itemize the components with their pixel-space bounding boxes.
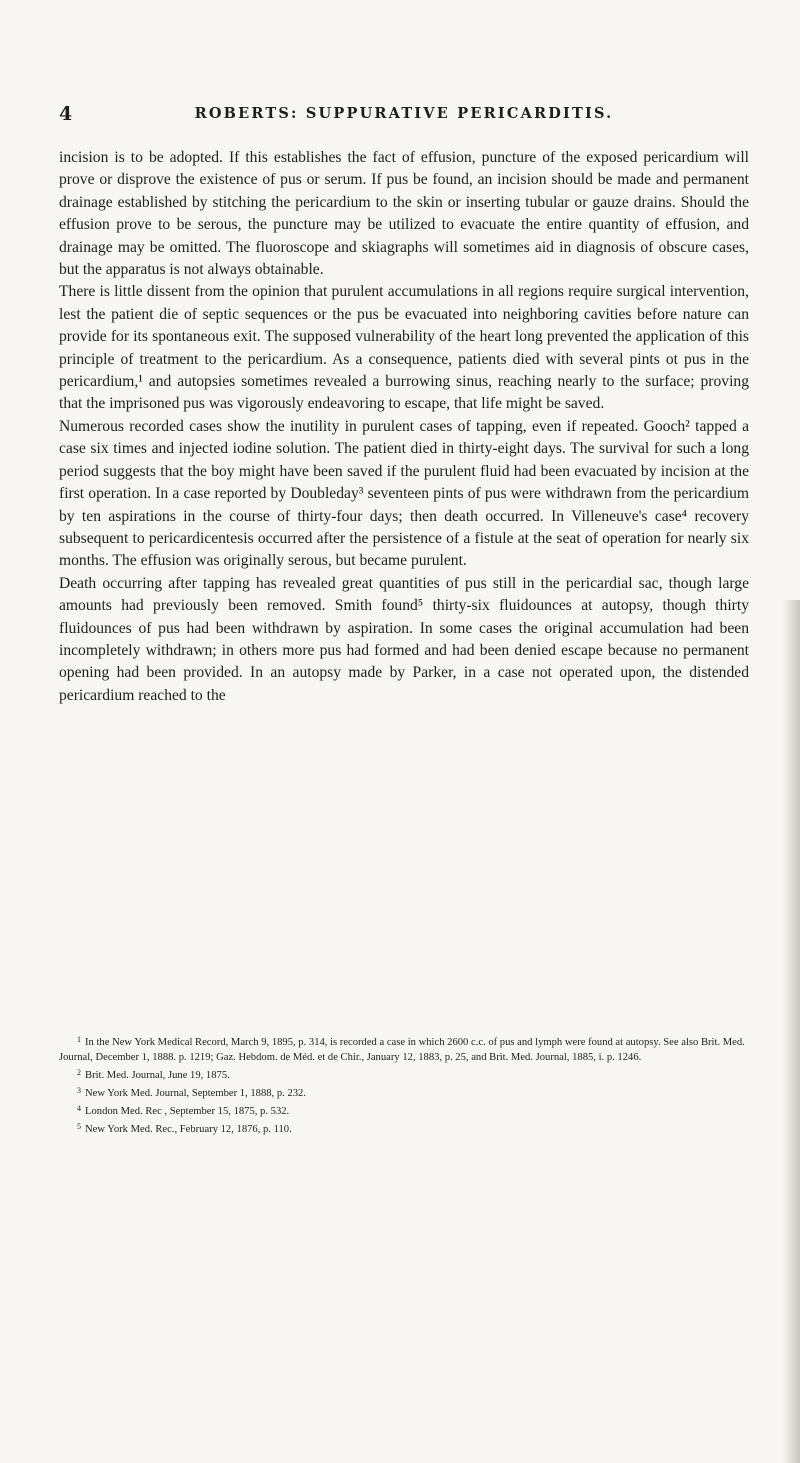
footnote-mark: 1 [77,1035,81,1044]
footnote-text: New York Med. Journal, September 1, 1888, p. 232. [85,1088,306,1099]
footnote-text: New York Med. Rec., February 12, 1876, p. 110. [85,1124,292,1135]
footnotes [59,1032,749,1137]
footnote-mark: 3 [77,1086,81,1095]
page-header [59,103,749,133]
footnote-2 [59,1065,749,1083]
paragraph-3: Numerous recorded cases show the inutility in purulent cases of tapping, even if repeated. Gooch² tapped a case six times and injected iodine solution. The patient died in thirty-eight days. The survival for such a long period suggests that the boy might have been saved if the purulent fluid had been evacuated by incision at the first operation. In a case reported by Doubleday³ seventeen pints of pus were withdrawn from the pericardium by ten aspirations in the course of thirty-four days; then death occurred. In Villeneuve's case⁴ recovery subsequent to pericardicentesis occurred after the persistence of a fistule at the seat of operation for nearly six months. The effusion was originally serous, but became purulent. [59,417,749,570]
footnote-4 [59,1101,749,1119]
body-text [59,147,749,707]
page-edge-shadow [782,600,800,1463]
footnote-text: Brit. Med. Journal, June 19, 1875. [85,1070,230,1081]
footnote-mark: 2 [77,1068,81,1077]
paragraph-4: Death occurring after tapping has revealed great quantities of pus still in the pericardial sac, though large amounts had previously been removed. Smith found⁵ thirty-six fluidounces at autopsy, though thirty fluidounces of pus had been withdrawn by aspiration. In some cases the original accumulation had been incompletely withdrawn; in others more pus had formed and had been denied escape because no permanent opening had been provided. In an autopsy made by Parker, in a case not operated upon, the distended pericardium reached to the [59,574,749,704]
running-title: ROBERTS: SUPPURATIVE PERICARDITIS. [194,105,614,122]
paragraph-1: incision is to be adopted. If this establishes the fact of effusion, puncture of the exposed pericardium will prove or disprove the existence of pus or serum. If pus be found, an incision should be made and permanent drainage established by stitching the pericardium to the skin or inserting tubular or gauze drains. Should the effusion prove to be serous, the puncture may be utilized to evacuate the entire quantity of effusion, and drainage may be omitted. The fluoroscope and skiagraphs will sometimes aid in diagnosis of obscure cases, but the apparatus is not always obtainable. [59,149,749,279]
page-number: 4 [59,103,73,125]
footnote-mark: 5 [77,1122,81,1131]
paragraph-2: There is little dissent from the opinion that purulent accumulations in all regions require surgical intervention, lest the patient die of septic sequences or the pus be evacuated into neighboring cavities before nature can provide for its spontaneous exit. The supposed vulnerability of the heart long prevented the application of this principle of treatment to the pericardium. As a consequence, patients died with several pints ot pus in the pericardium,¹ and autopsies sometimes revealed a burrowing sinus, reaching nearly to the surface; proving that the imprisoned pus was vigorously endeavoring to escape, that life might be saved. [59,283,749,413]
footnote-3 [59,1083,749,1101]
footnote-text: In the New York Medical Record, March 9, 1895, p. 314, is recorded a case in which 2600 c.c. of pus and lymph were found at autopsy. See also Brit. Med. Journal, December 1, 1888. p. 1219; Gaz. Hebdom. de Méd. et de Chir., January 12, 1883, p. 25, and Brit. Med. Journal, 1885, i. p. 1246. [59,1037,745,1063]
footnote-mark: 4 [77,1104,81,1113]
footnote-5 [59,1119,749,1137]
footnote-text: London Med. Rec , September 15, 1875, p. 532. [85,1106,290,1117]
footnote-1 [59,1032,749,1065]
